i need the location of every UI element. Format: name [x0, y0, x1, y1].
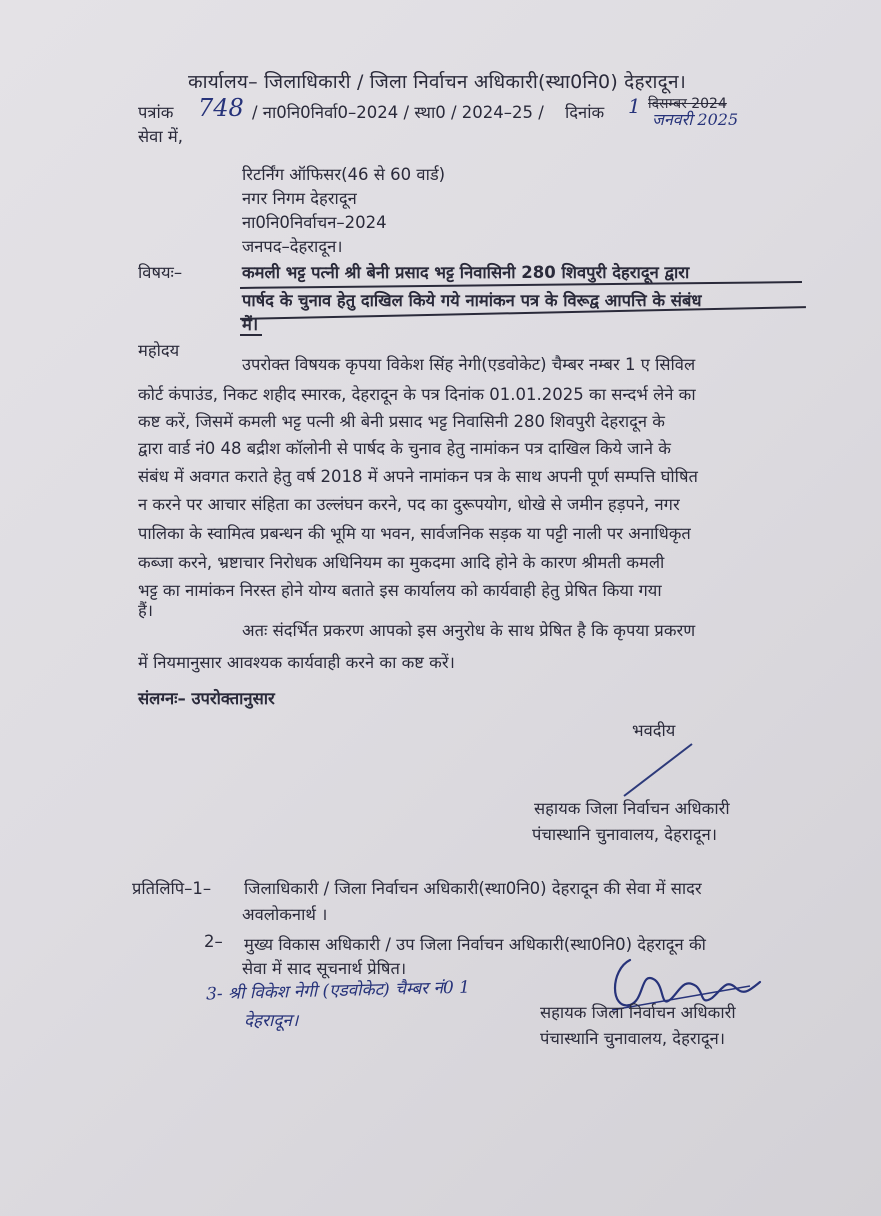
signatory-2-designation: सहायक जिला निर्वाचन अधिकारी: [540, 1003, 736, 1022]
addressee-line: जनपद–देहरादून।: [242, 237, 343, 256]
body-line: में नियमानुसार आवश्यक कार्यवाही करने का कष्ट करें।: [138, 653, 455, 672]
office-header: कार्यालय– जिलाधिकारी / जिला निर्वाचन अधिकारी(स्था0नि0) देहरादून।: [188, 71, 687, 93]
copy-item-2: सेवा में साद सूचनार्थ प्रेषित।: [242, 959, 407, 978]
body-line: पालिका के स्वामित्व प्रबन्धन की भूमि या भवन, सार्वजनिक सड़क या पट्टी नाली पर अनाधिकृत: [138, 524, 691, 543]
body-line: उपरोक्त विषयक कृपया विकेश सिंह नेगी(एडवोकेट) चैम्बर नम्बर 1 ए सिविल: [242, 355, 696, 374]
body-line: भट्ट का नामांकन निरस्त होने योग्य बताते इस कार्यालय को कार्यवाही हेतु प्रेषित किया गया: [138, 581, 662, 600]
body-line: संबंध में अवगत कराते हेतु वर्ष 2018 में अपने नामांकन पत्र के साथ अपनी पूर्ण सम्पत्ति घोषित: [138, 467, 698, 486]
copies-label: प्रतिलिपि–1–: [132, 879, 212, 898]
subject-line: पार्षद के चुनाव हेतु दाखिल किये गये नामांकन पत्र के विरूद्व आपत्ति के संबंध: [242, 291, 702, 310]
closing: भवदीय: [632, 721, 676, 740]
body-line: कष्ट करें, जिसमें कमली भट्ट पत्नी श्री बेनी प्रसाद भट्ट निवासिनी 280 शिवपुरी देहरादून के: [138, 412, 665, 431]
addressee-line: ना0नि0निर्वाचन–2024: [242, 213, 387, 232]
signature-stroke: [620, 740, 700, 800]
copy-item-1: अवलोकनार्थ ।: [242, 905, 328, 924]
signatory-designation: सहायक जिला निर्वाचन अधिकारी: [534, 799, 730, 818]
copy-item-2-number: 2–: [204, 932, 223, 951]
date-struck: दिसम्बर 2024: [648, 96, 727, 112]
date-label: दिनांक: [565, 103, 605, 122]
subject-line: कमली भट्ट पत्नी श्री बेनी प्रसाद भट्ट निवासिनी 280 शिवपुरी देहरादून द्वारा: [242, 263, 690, 282]
body-line: अतः संदर्भित प्रकरण आपको इस अनुरोध के साथ प्रेषित है कि कृपया प्रकरण: [242, 621, 696, 640]
copy-item-1: जिलाधिकारी / जिला निर्वाचन अधिकारी(स्था0नि0) देहरादून की सेवा में सादर: [244, 879, 702, 898]
ref-number-handwritten: 748: [198, 94, 244, 122]
addressee-line: रिटर्निंग ऑफिसर(46 से 60 वार्ड): [242, 165, 446, 184]
copy-item-2: मुख्य विकास अधिकारी / उप जिला निर्वाचन अधिकारी(स्था0नि0) देहरादून की: [244, 935, 706, 954]
copy-item-3-handwritten: 3- श्री विकेश नेगी (एडवोकेट) चैम्बर नं0 1: [205, 977, 471, 1005]
body-line: द्वारा वार्ड नं0 48 बद्रीश कॉलोनी से पार्षद के चुनाव हेतु नामांकन पत्र दाखिल किये जाने के: [138, 439, 671, 458]
body-line: हैं।: [138, 601, 154, 620]
addressee-line: नगर निगम देहरादून: [242, 189, 357, 208]
body-line: कब्जा करने, भ्रष्टाचार निरोधक अधिनियम का मुकदमा आदि होने के कारण श्रीमती कमली: [138, 553, 665, 572]
greeting: महोदय: [138, 341, 180, 360]
enclosure: संलग्नः– उपरोक्तानुसार: [138, 689, 275, 708]
salutation-to: सेवा में,: [138, 127, 183, 146]
ref-rest: / ना0नि0निर्वा0–2024 / स्था0 / 2024–25 /: [252, 103, 544, 122]
date-handwritten: जनवरी 2025: [652, 110, 739, 129]
copy-item-3-handwritten: देहरादून।: [244, 1011, 299, 1031]
subject-label: विषयः–: [138, 263, 183, 282]
body-line: कोर्ट कंपाउंड, निकट शहीद स्मारक, देहरादून के पत्र दिनांक 01.01.2025 का सन्दर्भ लेने का: [138, 385, 696, 404]
subject-line: में।: [242, 315, 259, 334]
subject-underline: [240, 334, 262, 336]
ref-prefix: पत्रांक: [138, 103, 174, 122]
body-line: न करने पर आचार संहिता का उल्लंघन करने, पद का दुरूपयोग, धोखे से जमीन हड़पने, नगर: [138, 495, 680, 514]
signatory-2-office: पंचास्थानि चुनावालय, देहरादून।: [540, 1029, 726, 1048]
date-day-handwritten: 1: [628, 94, 641, 118]
signatory-office: पंचास्थानि चुनावालय, देहरादून।: [532, 825, 718, 844]
